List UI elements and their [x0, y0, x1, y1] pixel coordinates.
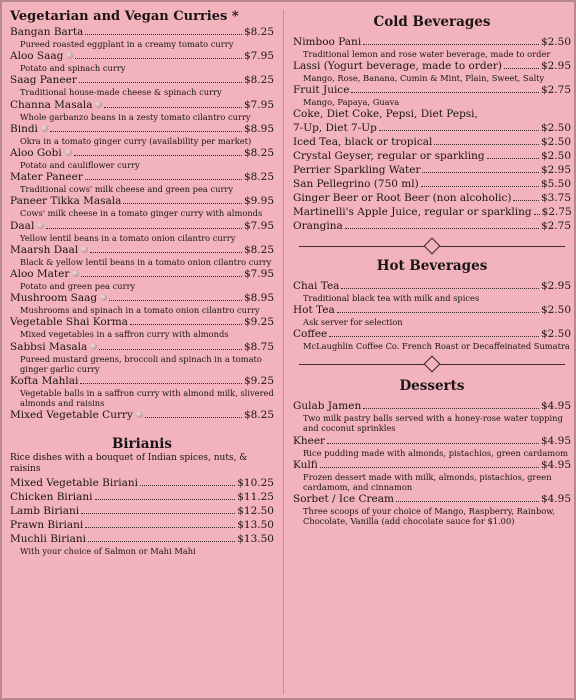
item-price: $10.25 [237, 477, 274, 490]
menu-item-row [293, 279, 571, 293]
menu-item-row [10, 518, 274, 532]
item-description: Traditional black tea with milk and spices [303, 292, 480, 303]
menu-item [293, 135, 571, 149]
item-description: McLaughlin Coffee Co. French Roast or Decaffeinated Sumatra [303, 341, 570, 352]
item-description: Ask server for selection [303, 316, 403, 327]
menu-item-row [10, 170, 274, 184]
item-description: Vegetable balls in a saffron curry with almond milk, slivered almonds and raisins [20, 388, 274, 409]
item-price: $2.50 [540, 149, 571, 162]
item-price: $8.25 [243, 409, 274, 422]
vegan-badge-icon [72, 270, 79, 277]
item-description: Mango, Rose, Banana, Cumin & Mint, Plain, Sweet, Salty [303, 73, 545, 84]
leader-dots [320, 458, 539, 468]
item-description: Yellow lentil beans in a tomato onion cilantro curry [20, 232, 236, 243]
menu-item-row [10, 374, 274, 388]
menu-item-row [293, 399, 571, 413]
item-name: Vegetable Shai Korma [10, 316, 128, 329]
menu-item-row [293, 121, 571, 135]
menu-item [10, 146, 274, 170]
leader-dots [504, 59, 539, 69]
menu-item [10, 219, 274, 243]
birianis-description: Rice dishes with a bouquet of Indian spices, nuts, & raisins [10, 453, 248, 475]
item-name: Chicken Biriani [10, 491, 93, 504]
item-description: Potato and cauliflower curry [20, 160, 140, 171]
diamond-ornament-icon [424, 356, 441, 373]
column-divider [283, 10, 284, 694]
leader-dots [421, 177, 539, 187]
menu-item-row [10, 194, 274, 208]
item-name: Sabbsi Masala [10, 340, 88, 353]
leader-dots [104, 98, 241, 108]
menu-item [10, 98, 274, 122]
item-description: Traditional lemon and rose water beverage, made to order [303, 49, 551, 59]
item-name: Mixed Vegetable Biriani [10, 477, 139, 490]
menu-item [293, 83, 571, 107]
menu-item-row [10, 476, 274, 490]
leader-dots [80, 374, 242, 384]
item-price: $2.50 [540, 36, 571, 48]
leader-dots [85, 170, 242, 180]
item-name: Mixed Vegetable Curry [10, 409, 133, 422]
menu-item-row [293, 492, 571, 506]
leader-dots [534, 205, 540, 215]
menu-item-row [10, 243, 274, 257]
item-description: Rice pudding made with almonds, pistachios, green cardamom [303, 447, 569, 458]
item-name: Bangan Barta [10, 26, 84, 38]
item-price: $3.75 [540, 191, 571, 204]
leader-dots [396, 492, 539, 502]
item-name: Coffee [293, 328, 328, 341]
item-name: Chai Tea [293, 279, 340, 292]
desserts-list [293, 399, 571, 526]
birianis-list [10, 476, 274, 556]
menu-item-row [293, 135, 571, 149]
item-price: $9.25 [243, 375, 274, 388]
menu-item [10, 408, 274, 422]
item-description: Cows' milk cheese in a tomato ginger curry with almonds [20, 208, 263, 219]
menu-item [293, 59, 571, 83]
menu-item [293, 205, 571, 219]
leader-dots [513, 191, 538, 201]
item-price: $11.25 [237, 491, 274, 504]
leader-dots [81, 267, 242, 277]
item-name: Kofta Mahlai [10, 375, 79, 388]
item-name: Nimboo Pani [293, 36, 362, 48]
menu-item [10, 315, 274, 339]
item-description: Mixed vegetables in a saffron curry with almonds [20, 329, 229, 340]
leader-dots [345, 219, 539, 229]
leader-dots [95, 490, 236, 500]
item-name: Gulab Jamen [293, 400, 362, 413]
item-name: Maarsh Daal [10, 243, 79, 256]
leader-dots [88, 532, 235, 542]
item-description: Traditional cows' milk cheese and green pea curry [20, 184, 234, 195]
item-description: Pureed roasted eggplant in a creamy tomato curry [20, 39, 234, 49]
leader-dots [363, 35, 539, 45]
left-column [10, 8, 274, 557]
hot-beverages-list [293, 279, 571, 352]
section-ornament [293, 355, 571, 373]
item-description: Potato and green pea curry [20, 281, 136, 292]
item-price: $8.25 [243, 243, 274, 256]
leader-dots [46, 219, 242, 229]
diamond-ornament-icon [424, 237, 441, 254]
item-price: $2.75 [541, 205, 572, 218]
item-description: Mushrooms and spinach in a tomato onion cilantro curry [20, 305, 260, 316]
menu-item [293, 219, 571, 233]
item-name: Crystal Geyser, regular or sparkling [293, 149, 485, 162]
menu-item [293, 492, 571, 526]
item-name: Iced Tea, black or tropical [293, 135, 433, 148]
item-price: $13.50 [237, 533, 274, 546]
item-name: 7-Up, Diet 7-Up [293, 121, 377, 134]
leader-dots [130, 315, 242, 325]
menu-item-row [10, 315, 274, 329]
menu-item [10, 291, 274, 315]
leader-dots [81, 504, 235, 514]
menu-item-row [10, 504, 274, 518]
leader-dots [79, 73, 242, 83]
menu-item [10, 122, 274, 146]
leader-dots [90, 243, 242, 253]
menu-item-row [10, 146, 274, 160]
item-name: San Pellegrino (750 ml) [293, 177, 419, 190]
leader-dots [50, 122, 242, 132]
leader-dots [341, 279, 539, 289]
menu-item [10, 25, 274, 49]
menu-item [10, 374, 274, 408]
item-price: $9.25 [243, 316, 274, 329]
item-description: Mango, Papaya, Guava [303, 97, 400, 108]
menu-item-row [10, 408, 274, 422]
menu-item [293, 434, 571, 458]
menu-item [10, 476, 274, 490]
leader-dots [329, 327, 539, 337]
item-price: $8.25 [243, 26, 274, 38]
menu-item [10, 243, 274, 267]
menu-item [293, 177, 571, 191]
birianis-title: Birianis [111, 436, 173, 453]
vegan-badge-icon [65, 149, 72, 156]
menu-item-row [293, 303, 571, 317]
item-description: Black & yellow lentil beans in a tomato onion cilantro curry [20, 256, 272, 267]
menu-item [10, 73, 274, 97]
item-name: Aloo Mater [10, 268, 70, 281]
menu-item [293, 163, 571, 177]
item-name: Lamb Biriani [10, 505, 80, 518]
item-price: $2.50 [540, 303, 571, 316]
item-description: Potato and spinach curry [20, 63, 126, 74]
item-name: Kulfi [293, 458, 318, 471]
item-description: Two milk pastry balls served with a honey-rose water topping and coconut sprinkles [303, 413, 563, 434]
menu-item-row [293, 163, 571, 177]
menu-item-row [10, 267, 274, 281]
item-price: $2.95 [540, 279, 571, 292]
desserts-title: Desserts [399, 378, 465, 395]
leader-dots [363, 399, 539, 409]
menu-item-row [10, 219, 274, 233]
menu-item-row [10, 25, 274, 39]
menu-item-row [293, 219, 571, 233]
leader-dots [487, 149, 539, 159]
item-price: $4.95 [540, 434, 571, 447]
menu-item [293, 149, 571, 163]
item-name: Saag Paneer [10, 74, 77, 87]
item-description: With your choice of Salmon or Mahi Mahi [20, 546, 196, 557]
item-name: Fruit Juice [293, 84, 350, 97]
menu-item [10, 267, 274, 291]
item-name: Sorbet / Ice Cream [293, 493, 394, 506]
menu-item [10, 490, 274, 504]
item-description: Pureed mustard greens, broccoli and spinach in a tomato ginger garlic curry [20, 353, 262, 374]
item-name: Perrier Sparkling Water [293, 163, 421, 176]
menu-item-row [10, 291, 274, 305]
menu-item-row [293, 191, 571, 205]
leader-dots [422, 163, 538, 173]
item-price: $7.95 [243, 98, 274, 111]
item-name: Martinelli's Apple Juice, regular or sparkling [293, 205, 532, 218]
menu-item [293, 121, 571, 135]
cold-beverages-title: Cold Beverages [373, 14, 491, 30]
leader-dots [75, 49, 242, 59]
menu-item-row [293, 149, 571, 163]
item-description: Frozen dessert made with milk, almonds, pistachios, green cardamom, and cinnamon [303, 471, 552, 493]
item-name: Orangina [293, 219, 343, 232]
menu-item [293, 327, 571, 351]
menu-item [293, 191, 571, 205]
vegan-badge-icon [37, 222, 44, 229]
leader-dots [140, 476, 235, 486]
leader-dots [85, 518, 235, 528]
menu-item-row [293, 83, 571, 97]
menu-item-row [293, 108, 571, 121]
vegan-badge-icon [136, 411, 143, 418]
item-price: $4.95 [540, 458, 571, 471]
menu-item-row [10, 122, 274, 136]
leader-dots [74, 146, 242, 156]
item-name: Aloo Gobi [10, 147, 62, 160]
item-name: Ginger Beer or Root Beer (non alcoholic) [293, 191, 512, 204]
leader-dots [109, 291, 242, 301]
leader-dots [351, 83, 539, 93]
item-price: $13.50 [237, 519, 274, 532]
item-price: $2.50 [540, 135, 571, 148]
menu-item [10, 49, 274, 73]
item-price: $8.95 [243, 122, 274, 135]
item-description: Three scoops of your choice of Mango, Raspberry, Rainbow, Chocolate, Vanilla (add chocolate sauce for $1.00) [303, 506, 556, 527]
menu-item [10, 532, 274, 556]
menu-item-row [10, 98, 274, 112]
menu-item [10, 194, 274, 218]
menu-item-row [10, 340, 274, 354]
vegan-badge-icon [41, 125, 48, 132]
menu-item-row [10, 490, 274, 504]
item-name: Aloo Saag [10, 50, 64, 63]
vegan-badge-icon [90, 343, 97, 350]
vegan-badge-icon [81, 246, 88, 253]
item-name: Daal [10, 219, 35, 232]
menu-item [10, 504, 274, 518]
item-name: Channa Masala [10, 98, 93, 111]
item-price: $12.50 [237, 505, 274, 518]
item-price: $8.75 [243, 340, 274, 353]
menu-item-row [293, 458, 571, 472]
menu-item [293, 303, 571, 327]
leader-dots [379, 121, 539, 131]
vegetarian-list [10, 25, 274, 422]
item-price: $8.95 [243, 292, 274, 305]
menu-item [293, 399, 571, 433]
item-name: Hot Tea [293, 303, 335, 316]
leader-dots [85, 25, 242, 35]
leader-dots [123, 194, 242, 204]
menu-item-row [10, 73, 274, 87]
menu-item [293, 108, 571, 121]
item-description: Whole garbanzo beans in a zesty tomato cilantro curry [20, 111, 251, 122]
menu-item [10, 170, 274, 194]
item-price: $5.50 [540, 177, 571, 190]
item-price: $7.95 [243, 268, 274, 281]
menu-item [293, 279, 571, 303]
menu-item-row [293, 327, 571, 341]
item-price: $7.95 [243, 50, 274, 63]
item-name: Lassi (Yogurt beverage, made to order) [293, 60, 502, 73]
item-name: Bindi [10, 122, 38, 135]
menu-item-row [10, 49, 274, 63]
menu-item [10, 518, 274, 532]
menu-item-row [293, 434, 571, 448]
item-name: Mushroom Saag [10, 292, 98, 305]
vegan-badge-icon [100, 294, 107, 301]
item-price: $2.95 [540, 60, 571, 73]
item-price: $2.50 [540, 121, 571, 134]
item-name: Mater Paneer [10, 171, 83, 184]
item-price: $2.95 [540, 163, 571, 176]
item-price: $8.25 [243, 171, 274, 184]
item-price: $9.95 [243, 195, 274, 208]
menu-item [10, 340, 274, 374]
item-price: $8.25 [243, 147, 274, 160]
item-price: $2.75 [540, 219, 571, 232]
menu-item [293, 35, 571, 59]
item-name: Coke, Diet Coke, Pepsi, Diet Pepsi, [293, 107, 478, 120]
menu-item-row [293, 177, 571, 191]
menu-item-row [293, 59, 571, 73]
vegan-badge-icon [95, 101, 102, 108]
item-name: Muchli Biriani [10, 533, 87, 546]
item-description: Okra in a tomato ginger curry (availability per market) [20, 135, 252, 146]
vegetarian-title: Vegetarian and Vegan Curries * [10, 9, 239, 24]
item-name: Kheer [293, 434, 326, 447]
item-name: Prawn Biriani [10, 519, 84, 532]
item-name: Paneer Tikka Masala [10, 195, 122, 208]
hot-beverages-title: Hot Beverages [376, 257, 488, 274]
right-column [293, 14, 571, 527]
item-price: $7.95 [243, 219, 274, 232]
section-ornament [293, 237, 571, 255]
item-description: Traditional house-made cheese & spinach curry [20, 87, 222, 98]
menu-item-row [293, 35, 571, 49]
leader-dots [99, 340, 242, 350]
item-price: $4.95 [540, 400, 571, 413]
menu-item-row [293, 205, 571, 219]
leader-dots [434, 135, 539, 145]
leader-dots [327, 434, 539, 444]
vegan-badge-icon [66, 52, 73, 59]
menu-item [293, 458, 571, 492]
item-price: $8.25 [243, 74, 274, 87]
leader-dots [337, 303, 539, 313]
menu-item-row [10, 532, 274, 546]
leader-dots [145, 408, 242, 418]
item-price: $4.95 [540, 493, 571, 506]
cold-beverages-list [293, 35, 571, 233]
item-price: $2.75 [540, 84, 571, 97]
item-price: $2.50 [540, 328, 571, 341]
